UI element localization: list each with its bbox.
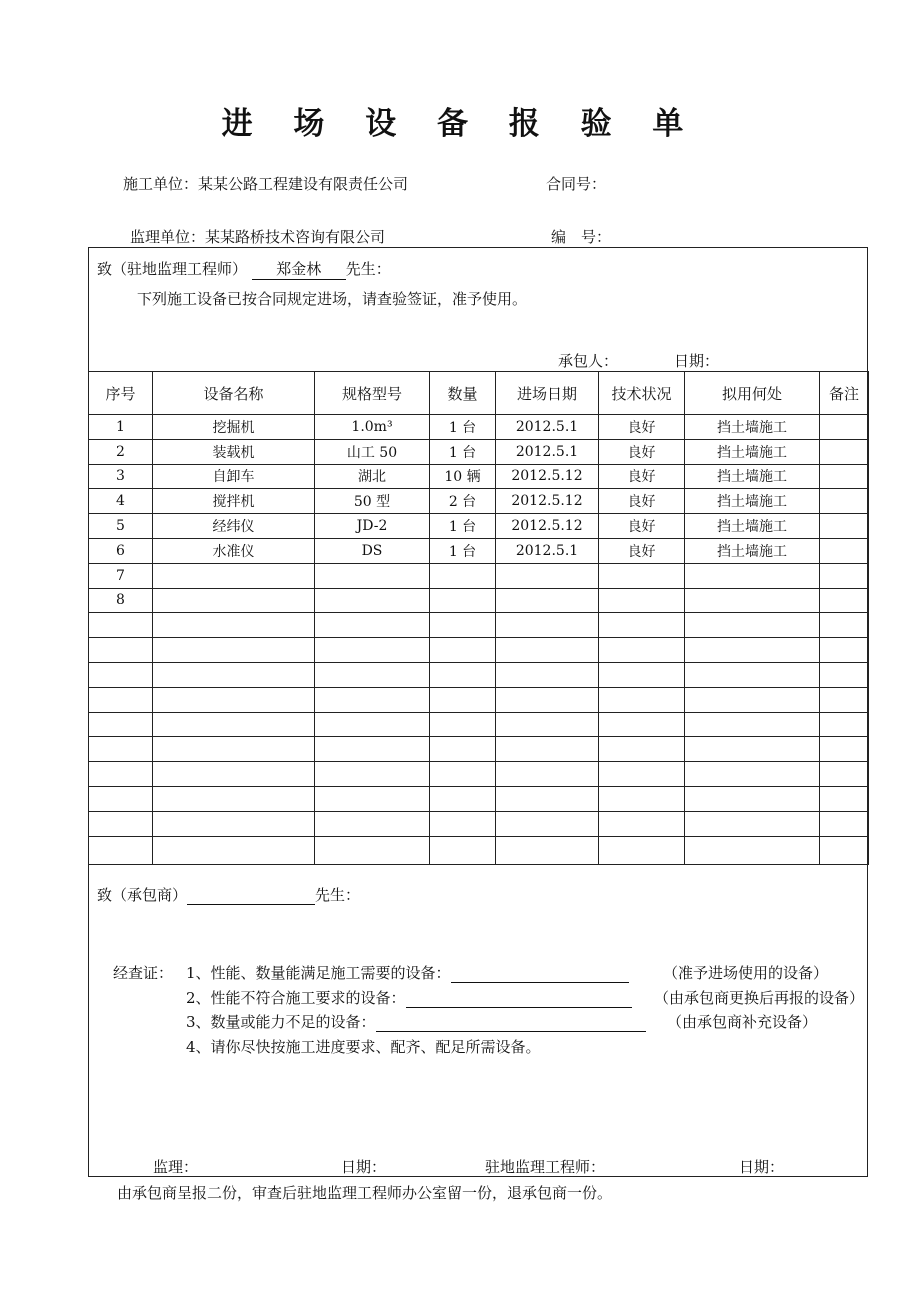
table-cell: [820, 712, 869, 737]
table-cell: [89, 786, 153, 811]
table-cell: [496, 588, 599, 613]
table-cell: [315, 638, 430, 663]
table-cell: [599, 588, 685, 613]
table-cell: [496, 712, 599, 737]
table-cell: [820, 662, 869, 687]
table-cell: 良好: [599, 415, 685, 440]
supervision-unit: [130, 226, 385, 247]
table-cell: 3: [89, 464, 153, 489]
column-header: 数量: [430, 372, 496, 415]
table-cell: [685, 662, 820, 687]
table-cell: [820, 613, 869, 638]
table-row: [89, 415, 869, 440]
table-cell: [315, 836, 430, 864]
table-cell: 7: [89, 563, 153, 588]
table-row: [89, 638, 869, 663]
table-row: [89, 563, 869, 588]
table-cell: [496, 687, 599, 712]
table-row: [89, 538, 869, 563]
table-cell: 10 辆: [430, 464, 496, 489]
table-cell: 2 台: [430, 489, 496, 514]
table-cell: [496, 811, 599, 836]
table-cell: JD-2: [315, 514, 430, 539]
table-row: [89, 613, 869, 638]
table-cell: [153, 588, 315, 613]
table-cell: [153, 563, 315, 588]
table-cell: [685, 737, 820, 762]
table-cell: [89, 613, 153, 638]
table-cell: [153, 687, 315, 712]
table-cell: [685, 762, 820, 787]
table-cell: [599, 613, 685, 638]
table-cell: [685, 786, 820, 811]
table-cell: [89, 737, 153, 762]
engineer-name: 郑金林: [252, 258, 346, 280]
reply-addressee: [97, 884, 360, 905]
contractor-unit: [123, 173, 408, 194]
table-cell: [820, 786, 869, 811]
table-row: [89, 514, 869, 539]
column-header: 序号: [89, 372, 153, 415]
table-cell: 1.0m³: [315, 415, 430, 440]
table-cell: 良好: [599, 464, 685, 489]
table-cell: [430, 712, 496, 737]
table-row: [89, 712, 869, 737]
table-cell: [820, 489, 869, 514]
table-cell: [496, 762, 599, 787]
table-cell: [430, 662, 496, 687]
request-to-prefix: 致（驻地监理工程师）: [97, 260, 248, 278]
table-cell: [153, 613, 315, 638]
table-cell: [820, 687, 869, 712]
table-cell: 2: [89, 439, 153, 464]
table-cell: [599, 563, 685, 588]
table-cell: 水准仪: [153, 538, 315, 563]
column-header: 规格型号: [315, 372, 430, 415]
table-cell: [89, 712, 153, 737]
table-cell: 挡土墙施工: [685, 514, 820, 539]
check-item-4: 4、请你尽快按施工进度要求、配齐、配足所需设备。: [186, 1038, 541, 1056]
equipment-table: [88, 371, 869, 865]
column-header: 拟用何处: [685, 372, 820, 415]
table-cell: [496, 836, 599, 864]
table-cell: [820, 514, 869, 539]
table-cell: 良好: [599, 489, 685, 514]
table-cell: [153, 811, 315, 836]
check-item-2-text: 2、性能不符合施工要求的设备：: [186, 989, 406, 1007]
footer-note: 由承包商呈报二份，审查后驻地监理工程师办公室留一份，退承包商一份。: [117, 1184, 613, 1202]
table-cell: DS: [315, 538, 430, 563]
table-cell: [496, 638, 599, 663]
document-title: 进 场 设 备 报 验 单: [221, 106, 699, 142]
check-item-3-blank[interactable]: [376, 1013, 646, 1032]
table-cell: [315, 811, 430, 836]
table-cell: [820, 638, 869, 663]
table-cell: [89, 811, 153, 836]
engineer-date-label: 日期：: [739, 1158, 785, 1176]
table-cell: [820, 538, 869, 563]
supervision-unit-value: 某某路桥技术咨询有限公司: [205, 228, 386, 246]
resident-engineer-label: 驻地监理工程师：: [485, 1158, 606, 1176]
table-row: [89, 737, 869, 762]
table-row: [89, 662, 869, 687]
table-cell: 2012.5.12: [496, 464, 599, 489]
table-row: [89, 811, 869, 836]
table-cell: [685, 836, 820, 864]
table-cell: [685, 563, 820, 588]
table-cell: [599, 712, 685, 737]
table-cell: 良好: [599, 538, 685, 563]
table-cell: [153, 712, 315, 737]
table-cell: [685, 687, 820, 712]
table-body: [89, 415, 869, 865]
check-item-2: [186, 987, 632, 1008]
table-cell: 挖掘机: [153, 415, 315, 440]
column-header: 设备名称: [153, 372, 315, 415]
table-cell: [315, 563, 430, 588]
table-row: [89, 489, 869, 514]
table-cell: [315, 588, 430, 613]
reply-to-suffix: 先生：: [315, 886, 361, 904]
table-cell: 经纬仪: [153, 514, 315, 539]
table-cell: [430, 588, 496, 613]
table-cell: [820, 762, 869, 787]
table-cell: [315, 737, 430, 762]
table-cell: [315, 613, 430, 638]
table-cell: 1 台: [430, 514, 496, 539]
serial-number-label: 编 号：: [551, 228, 612, 246]
table-cell: [496, 662, 599, 687]
table-cell: [89, 762, 153, 787]
table-cell: 良好: [599, 514, 685, 539]
table-cell: [89, 836, 153, 864]
table-cell: 1 台: [430, 538, 496, 563]
table-cell: 挡土墙施工: [685, 489, 820, 514]
table-cell: [315, 712, 430, 737]
table-cell: [599, 638, 685, 663]
table-cell: [430, 811, 496, 836]
table-cell: [430, 836, 496, 864]
table-cell: [430, 786, 496, 811]
check-item-1-blank[interactable]: [451, 964, 629, 983]
table-cell: [599, 662, 685, 687]
table-row: [89, 762, 869, 787]
table-cell: [89, 638, 153, 663]
table-cell: [820, 836, 869, 864]
table-cell: [685, 613, 820, 638]
contractor-unit-label: 施工单位：: [123, 175, 199, 193]
supervision-unit-label: 监理单位：: [130, 228, 206, 246]
table-cell: [599, 786, 685, 811]
table-cell: [820, 563, 869, 588]
request-body: 下列施工设备已按合同规定进场，请查验签证，准予使用。: [137, 290, 528, 308]
table-cell: 8: [89, 588, 153, 613]
table-cell: [153, 662, 315, 687]
table-cell: [430, 638, 496, 663]
table-cell: [685, 712, 820, 737]
table-cell: 50 型: [315, 489, 430, 514]
check-item-3: [186, 1011, 646, 1032]
table-row: [89, 786, 869, 811]
check-item-3-note: （由承包商补充设备）: [667, 1013, 818, 1031]
check-item-1: [186, 962, 629, 983]
table-row: [89, 588, 869, 613]
table-cell: 挡土墙施工: [685, 464, 820, 489]
table-cell: [430, 563, 496, 588]
table-cell: 自卸车: [153, 464, 315, 489]
check-item-2-blank[interactable]: [406, 989, 632, 1008]
table-cell: [89, 687, 153, 712]
table-cell: 4: [89, 489, 153, 514]
table-cell: 挡土墙施工: [685, 538, 820, 563]
table-cell: [496, 613, 599, 638]
table-cell: [430, 687, 496, 712]
table-cell: 2012.5.1: [496, 439, 599, 464]
table-cell: 装载机: [153, 439, 315, 464]
check-item-2-note: （由承包商更换后再报的设备）: [654, 989, 865, 1007]
table-cell: [820, 415, 869, 440]
request-to-suffix: 先生：: [345, 260, 391, 278]
table-cell: [496, 737, 599, 762]
table-cell: [315, 662, 430, 687]
table-header-row: [89, 372, 869, 415]
table-cell: [820, 464, 869, 489]
table-row: [89, 687, 869, 712]
table-cell: [599, 836, 685, 864]
check-item-1-text: 1、性能、数量能满足施工需要的设备：: [186, 964, 451, 982]
table-cell: [685, 588, 820, 613]
supervisor-date-label: 日期：: [341, 1158, 387, 1176]
request-date-label: 日期：: [674, 352, 720, 370]
table-cell: 1 台: [430, 439, 496, 464]
table-cell: [820, 439, 869, 464]
table-cell: [599, 811, 685, 836]
table-cell: [430, 762, 496, 787]
table-cell: 2012.5.12: [496, 514, 599, 539]
table-cell: 良好: [599, 439, 685, 464]
contract-number-label: 合同号：: [546, 175, 607, 193]
table-cell: 湖北: [315, 464, 430, 489]
table-cell: [685, 638, 820, 663]
table-cell: [315, 762, 430, 787]
table-cell: 1: [89, 415, 153, 440]
table-cell: [430, 613, 496, 638]
check-item-3-text: 3、数量或能力不足的设备：: [186, 1013, 376, 1031]
table-cell: 2012.5.12: [496, 489, 599, 514]
request-addressee: [97, 258, 391, 280]
table-cell: 搅拌机: [153, 489, 315, 514]
table-cell: [315, 786, 430, 811]
table-cell: [153, 786, 315, 811]
contractor-sign-label: 承包人：: [558, 352, 619, 370]
table-cell: [820, 737, 869, 762]
table-cell: 2012.5.1: [496, 538, 599, 563]
table-cell: 2012.5.1: [496, 415, 599, 440]
table-cell: [496, 786, 599, 811]
table-cell: [153, 762, 315, 787]
contractor-unit-value: 某某公路工程建设有限责任公司: [198, 175, 409, 193]
table-cell: [153, 737, 315, 762]
column-header: 备注: [820, 372, 869, 415]
table-cell: [153, 638, 315, 663]
column-header: 技术状况: [599, 372, 685, 415]
supervisor-sign-label: 监理：: [153, 1158, 199, 1176]
table-cell: 挡土墙施工: [685, 415, 820, 440]
table-cell: 6: [89, 538, 153, 563]
column-header: 进场日期: [496, 372, 599, 415]
table-row: [89, 464, 869, 489]
table-cell: [820, 588, 869, 613]
table-row: [89, 836, 869, 864]
table-cell: 山工 50: [315, 439, 430, 464]
table-cell: [315, 687, 430, 712]
table-cell: [599, 762, 685, 787]
table-row: [89, 439, 869, 464]
table-cell: [820, 811, 869, 836]
table-cell: 1 台: [430, 415, 496, 440]
contractor-name-blank[interactable]: [187, 886, 315, 905]
table-cell: [599, 687, 685, 712]
table-cell: [153, 836, 315, 864]
table-cell: 5: [89, 514, 153, 539]
table-cell: [599, 737, 685, 762]
table-cell: [89, 662, 153, 687]
table-cell: 挡土墙施工: [685, 439, 820, 464]
table-cell: [496, 563, 599, 588]
verified-label: 经查证：: [113, 964, 174, 982]
check-item-1-note: （准予进场使用的设备）: [663, 964, 829, 982]
reply-to-prefix: 致（承包商）: [97, 886, 188, 904]
table-cell: [685, 811, 820, 836]
table-cell: [430, 737, 496, 762]
